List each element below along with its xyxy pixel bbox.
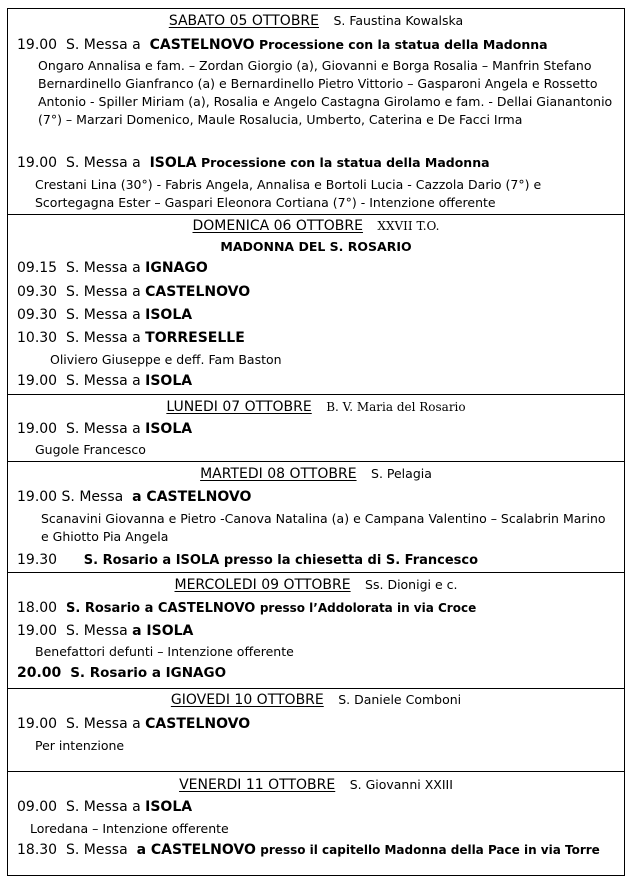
entry-time: 19.00 bbox=[17, 716, 58, 732]
entry-note: Processione con la statua della Madonna bbox=[259, 37, 548, 52]
mass-entry bbox=[17, 623, 618, 639]
entry-place: TORRESELLE bbox=[145, 330, 245, 346]
entry-place: ISOLA bbox=[145, 799, 193, 815]
entry-place: ISOLA bbox=[145, 421, 193, 437]
intentions: Benefattori defunti – Intenzione offerente bbox=[35, 644, 294, 659]
entry-place: ISOLA bbox=[145, 373, 193, 389]
day-header bbox=[8, 399, 624, 415]
entry-text: S. Messa bbox=[61, 489, 124, 505]
day-header bbox=[8, 466, 624, 482]
entry-text: S. Messa bbox=[66, 842, 128, 858]
day-saint: XXVII T.O. bbox=[377, 219, 440, 233]
day-date: GIOVEDI 10 OTTOBRE bbox=[170, 692, 324, 708]
entry-time: 09.15 bbox=[17, 260, 58, 276]
rosary-entry bbox=[17, 600, 618, 616]
mass-entry bbox=[17, 155, 618, 171]
day-saint: Ss. Dionigi e c. bbox=[365, 577, 458, 592]
entry-place: S. Rosario a ISOLA presso la chiesetta di S. Francesco bbox=[83, 553, 479, 568]
mass-entry bbox=[17, 330, 618, 346]
mass-entry bbox=[17, 284, 618, 300]
entry-place: IGNAGO bbox=[145, 260, 208, 276]
day-header bbox=[8, 13, 624, 29]
intentions: Per intenzione bbox=[35, 738, 125, 753]
entry-time: 09.00 bbox=[17, 799, 58, 815]
mass-entry bbox=[17, 307, 618, 323]
entry-time: 19.00 bbox=[17, 421, 58, 437]
entry-place: a CASTELNOVO bbox=[132, 489, 252, 505]
mass-entry bbox=[17, 37, 618, 53]
entry-text: S. Messa a bbox=[66, 373, 141, 389]
entry-place: CASTELNOVO bbox=[145, 716, 251, 732]
mass-entry bbox=[17, 260, 618, 276]
entry-text: S. Messa a bbox=[66, 421, 141, 437]
day-saint: S. Giovanni XXIII bbox=[349, 777, 453, 792]
mass-entry bbox=[17, 716, 618, 732]
day-block-mercoledi bbox=[8, 573, 624, 689]
intentions: Ongaro Annalisa e fam. – Zordan Giorgio (a), Giovanni e Borga Rosalia – Manfrin Stefano Bernardinello Gianfranco (a) e Bernardinello Pietro Vittorio – Gasparoni Angela e Rossetto Antonio - Spiller Miriam (a), Rosalia e Angelo Castagna Girolamo e fam. - Dellai Gianantonio (7°) – Marzari Domenico, Maule Rosalucia, Umberto, Caterina e De Facci Irma bbox=[38, 58, 613, 127]
entry-text: S. Messa bbox=[66, 623, 128, 639]
day-saint: S. Pelagia bbox=[371, 466, 432, 481]
entry-note: presso l’Addolorata in via Croce bbox=[259, 601, 477, 615]
entry-time: 20.00 bbox=[17, 665, 62, 681]
mass-entry bbox=[17, 373, 618, 389]
mass-entry bbox=[17, 799, 618, 815]
entry-text: S. Messa a bbox=[66, 330, 141, 346]
day-saint: S. Faustina Kowalska bbox=[333, 13, 464, 28]
intentions: Scanavini Giovanna e Pietro -Canova Natalina (a) e Campana Valentino – Scalabrin Marino e Ghiotto Pia Angela bbox=[41, 511, 606, 544]
entry-time: 19.00 bbox=[17, 623, 58, 639]
intentions: Oliviero Giuseppe e deff. Fam Baston bbox=[50, 352, 282, 367]
day-date: VENERDI 11 OTTOBRE bbox=[179, 777, 336, 793]
mass-entry bbox=[17, 421, 618, 437]
day-block-lunedi bbox=[8, 395, 624, 462]
day-block-martedi bbox=[8, 462, 624, 573]
entry-text: S. Messa a bbox=[66, 284, 141, 300]
entry-place: ISOLA bbox=[145, 307, 193, 323]
entry-note: presso il capitello Madonna della Pace in via Torre bbox=[260, 843, 600, 857]
rosary-entry bbox=[17, 665, 618, 681]
intentions: Crestani Lina (30°) - Fabris Angela, Annalisa e Bortoli Lucia - Cazzola Dario (7°) e Scortegagna Ester – Gaspari Eleonora Cortiana (7°) - Intenzione offerente bbox=[35, 177, 542, 210]
entry-text: S. Messa a bbox=[66, 37, 141, 53]
entry-time: 19.00 bbox=[17, 155, 58, 171]
schedule-table bbox=[7, 8, 625, 876]
entry-place: a ISOLA bbox=[132, 623, 194, 639]
intentions: Gugole Francesco bbox=[35, 442, 146, 457]
entry-place: S. Rosario a CASTELNOVO bbox=[66, 601, 256, 616]
entry-text: S. Messa a bbox=[66, 799, 141, 815]
day-block-sabato bbox=[8, 9, 624, 215]
entry-text: S. Messa a bbox=[66, 307, 141, 323]
mass-entry bbox=[17, 489, 618, 505]
day-subtitle: MADONNA DEL S. ROSARIO bbox=[220, 239, 412, 254]
day-block-giovedi bbox=[8, 689, 624, 772]
day-date: SABATO 05 OTTOBRE bbox=[168, 13, 319, 29]
entry-note: Processione con la statua della Madonna bbox=[201, 155, 490, 170]
entry-time: 18.30 bbox=[17, 842, 58, 858]
entry-time: 19.30 bbox=[17, 552, 58, 568]
intentions: Loredana – Intenzione offerente bbox=[30, 821, 229, 836]
day-header bbox=[8, 692, 624, 708]
entry-time: 10.30 bbox=[17, 330, 58, 346]
entry-time: 19.00 bbox=[17, 489, 58, 505]
day-block-domenica bbox=[8, 215, 624, 395]
entry-time: 18.00 bbox=[17, 600, 58, 616]
day-saint: S. Daniele Comboni bbox=[338, 692, 462, 707]
entry-text: S. Messa a bbox=[66, 155, 141, 171]
entry-place: CASTELNOVO bbox=[145, 284, 251, 300]
entry-time: 09.30 bbox=[17, 307, 58, 323]
entry-place: ISOLA bbox=[149, 155, 197, 171]
day-date: DOMENICA 06 OTTOBRE bbox=[192, 218, 363, 234]
entry-text: S. Messa a bbox=[66, 260, 141, 276]
day-date: LUNEDI 07 OTTOBRE bbox=[166, 399, 312, 415]
day-date: MERCOLEDI 09 OTTOBRE bbox=[174, 577, 351, 593]
mass-entry bbox=[17, 842, 618, 858]
entry-time: 19.00 bbox=[17, 37, 58, 53]
day-saint: B. V. Maria del Rosario bbox=[326, 400, 466, 414]
entry-time: 19.00 bbox=[17, 373, 58, 389]
entry-place: CASTELNOVO bbox=[149, 37, 255, 53]
entry-time: 09.30 bbox=[17, 284, 58, 300]
rosary-entry bbox=[17, 552, 618, 568]
day-date: MARTEDI 08 OTTOBRE bbox=[200, 466, 357, 482]
day-header bbox=[8, 218, 624, 234]
day-header bbox=[8, 577, 624, 593]
entry-place: S. Rosario a IGNAGO bbox=[70, 665, 227, 681]
day-header bbox=[8, 777, 624, 793]
day-block-venerdi bbox=[8, 772, 624, 876]
entry-text: S. Messa a bbox=[66, 716, 141, 732]
entry-place: a CASTELNOVO bbox=[136, 842, 256, 858]
